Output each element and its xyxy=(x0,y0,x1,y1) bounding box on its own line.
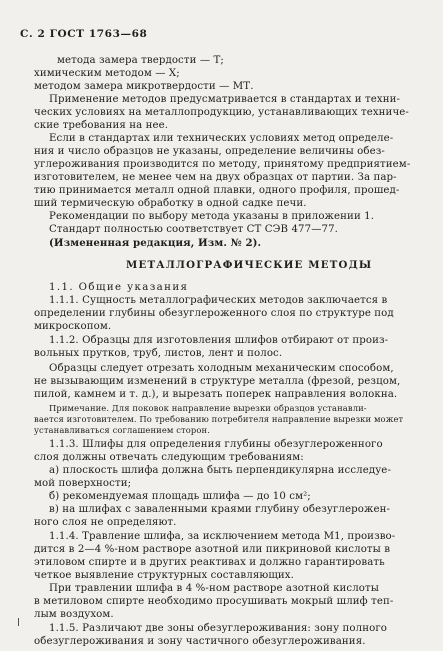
text-line: метода замера твердости — Т; xyxy=(57,55,224,66)
text-line: 1.1.2. Образцы для изготовления шлифов отбирают от произ- xyxy=(49,335,389,346)
text-line: в) на шлифах с заваленными краями глубину обезуглерожен- xyxy=(49,504,391,515)
text-line: мой поверхности; xyxy=(34,478,132,489)
note-line: вается изготовителем. По требованию потребителя направление вырезки может xyxy=(34,414,404,424)
text-line: При травлении шлифа в 4 %-ном растворе азотной кислоты xyxy=(49,583,379,594)
text-line: б) рекомендуемая площадь шлифа — до 10 см²; xyxy=(49,491,311,502)
section-title: МЕТАЛЛОГРАФИЧЕСКИЕ МЕТОДЫ xyxy=(126,259,373,271)
text-line: а) плоскость шлифа должна быть перпендикулярна исследуе- xyxy=(49,465,391,476)
text-line: определении глубины обезуглероженного слоя по структуре под xyxy=(34,308,394,319)
text-line: Рекомендации по выбору метода указаны в приложении 1. xyxy=(49,211,375,222)
text-line: 1.1.5. Различают две зоны обезуглероживания: зону полного xyxy=(49,623,387,634)
text-line: не вызывающим изменений в структуре металла (фрезой, резцом, xyxy=(34,376,401,387)
page-header: С. 2 ГОСТ 1763—68 xyxy=(20,28,148,40)
text-line: Если в стандартах или технических условиях метод определе- xyxy=(49,133,394,144)
text-line: Образцы следует отрезать холодным механическим способом, xyxy=(49,363,394,374)
text-line: химическим методом — Х; xyxy=(34,68,180,79)
text-line: обезуглероживания и зону частичного обезуглероживания. xyxy=(34,636,366,647)
text-line: ния и число образцов не указаны, определение величины обез- xyxy=(34,146,385,157)
text-line: этиловом спирте и в других реактивах и должно гарантировать xyxy=(34,557,385,568)
edition-note: (Измененная редакция, Изм. № 2). xyxy=(49,237,262,249)
text-line: четкое выявление структурных составляющих. xyxy=(34,570,294,581)
margin-mark xyxy=(18,618,19,626)
text-line: в метиловом спирте необходимо просушивать мокрый шлиф теп- xyxy=(34,596,394,607)
text-line: методом замера микротвердости — МТ. xyxy=(34,81,254,92)
text-line: дится в 2—4 %-ном растворе азотной или пикриновой кислоты в xyxy=(34,544,391,555)
note-line: устанавливаться соглашением сторон. xyxy=(34,425,210,435)
text-line: 1.1.4. Травление шлифа, за исключением метода М1, произво- xyxy=(49,531,396,542)
text-line: ческих условиях на металлопродукцию, устанавливающих техниче- xyxy=(34,107,409,118)
subsection-title: 1.1. Общие указания xyxy=(49,282,189,293)
note-line: Примечание. Для поковок направление вырезки образцов устанавли- xyxy=(49,403,367,413)
text-line: лым воздухом. xyxy=(34,609,114,620)
text-line: микроскопом. xyxy=(34,321,112,332)
text-line: 1.1.1. Сущность металлографических методов заключается в xyxy=(49,295,388,306)
text-line: слоя должны отвечать следующим требованиям: xyxy=(34,452,304,463)
text-line: тию принимается металл одной плавки, одного профиля, прошед- xyxy=(34,185,400,196)
text-line: вольных прутков, труб, листов, лент и полос. xyxy=(34,348,283,359)
text-line: изготовителем, не менее чем на двух образцах от партии. За пар- xyxy=(34,172,397,183)
text-line: ские требования на нее. xyxy=(34,120,169,131)
text-line: ший термическую обработку в одной садке печи. xyxy=(34,198,307,209)
text-line: пилой, камнем и т. д.), и вырезать поперек направления волокна. xyxy=(34,389,398,400)
text-line: Стандарт полностью соответствует СТ СЭВ 477—77. xyxy=(49,224,339,235)
text-line: ного слоя не определяют. xyxy=(34,517,177,528)
text-line: Применение методов предусматривается в стандартах и техни- xyxy=(49,94,401,105)
text-line: углероживания производится по методу, принятому предприятием- xyxy=(34,159,411,170)
text-line: 1.1.3. Шлифы для определения глубины обезуглероженного xyxy=(49,439,383,450)
